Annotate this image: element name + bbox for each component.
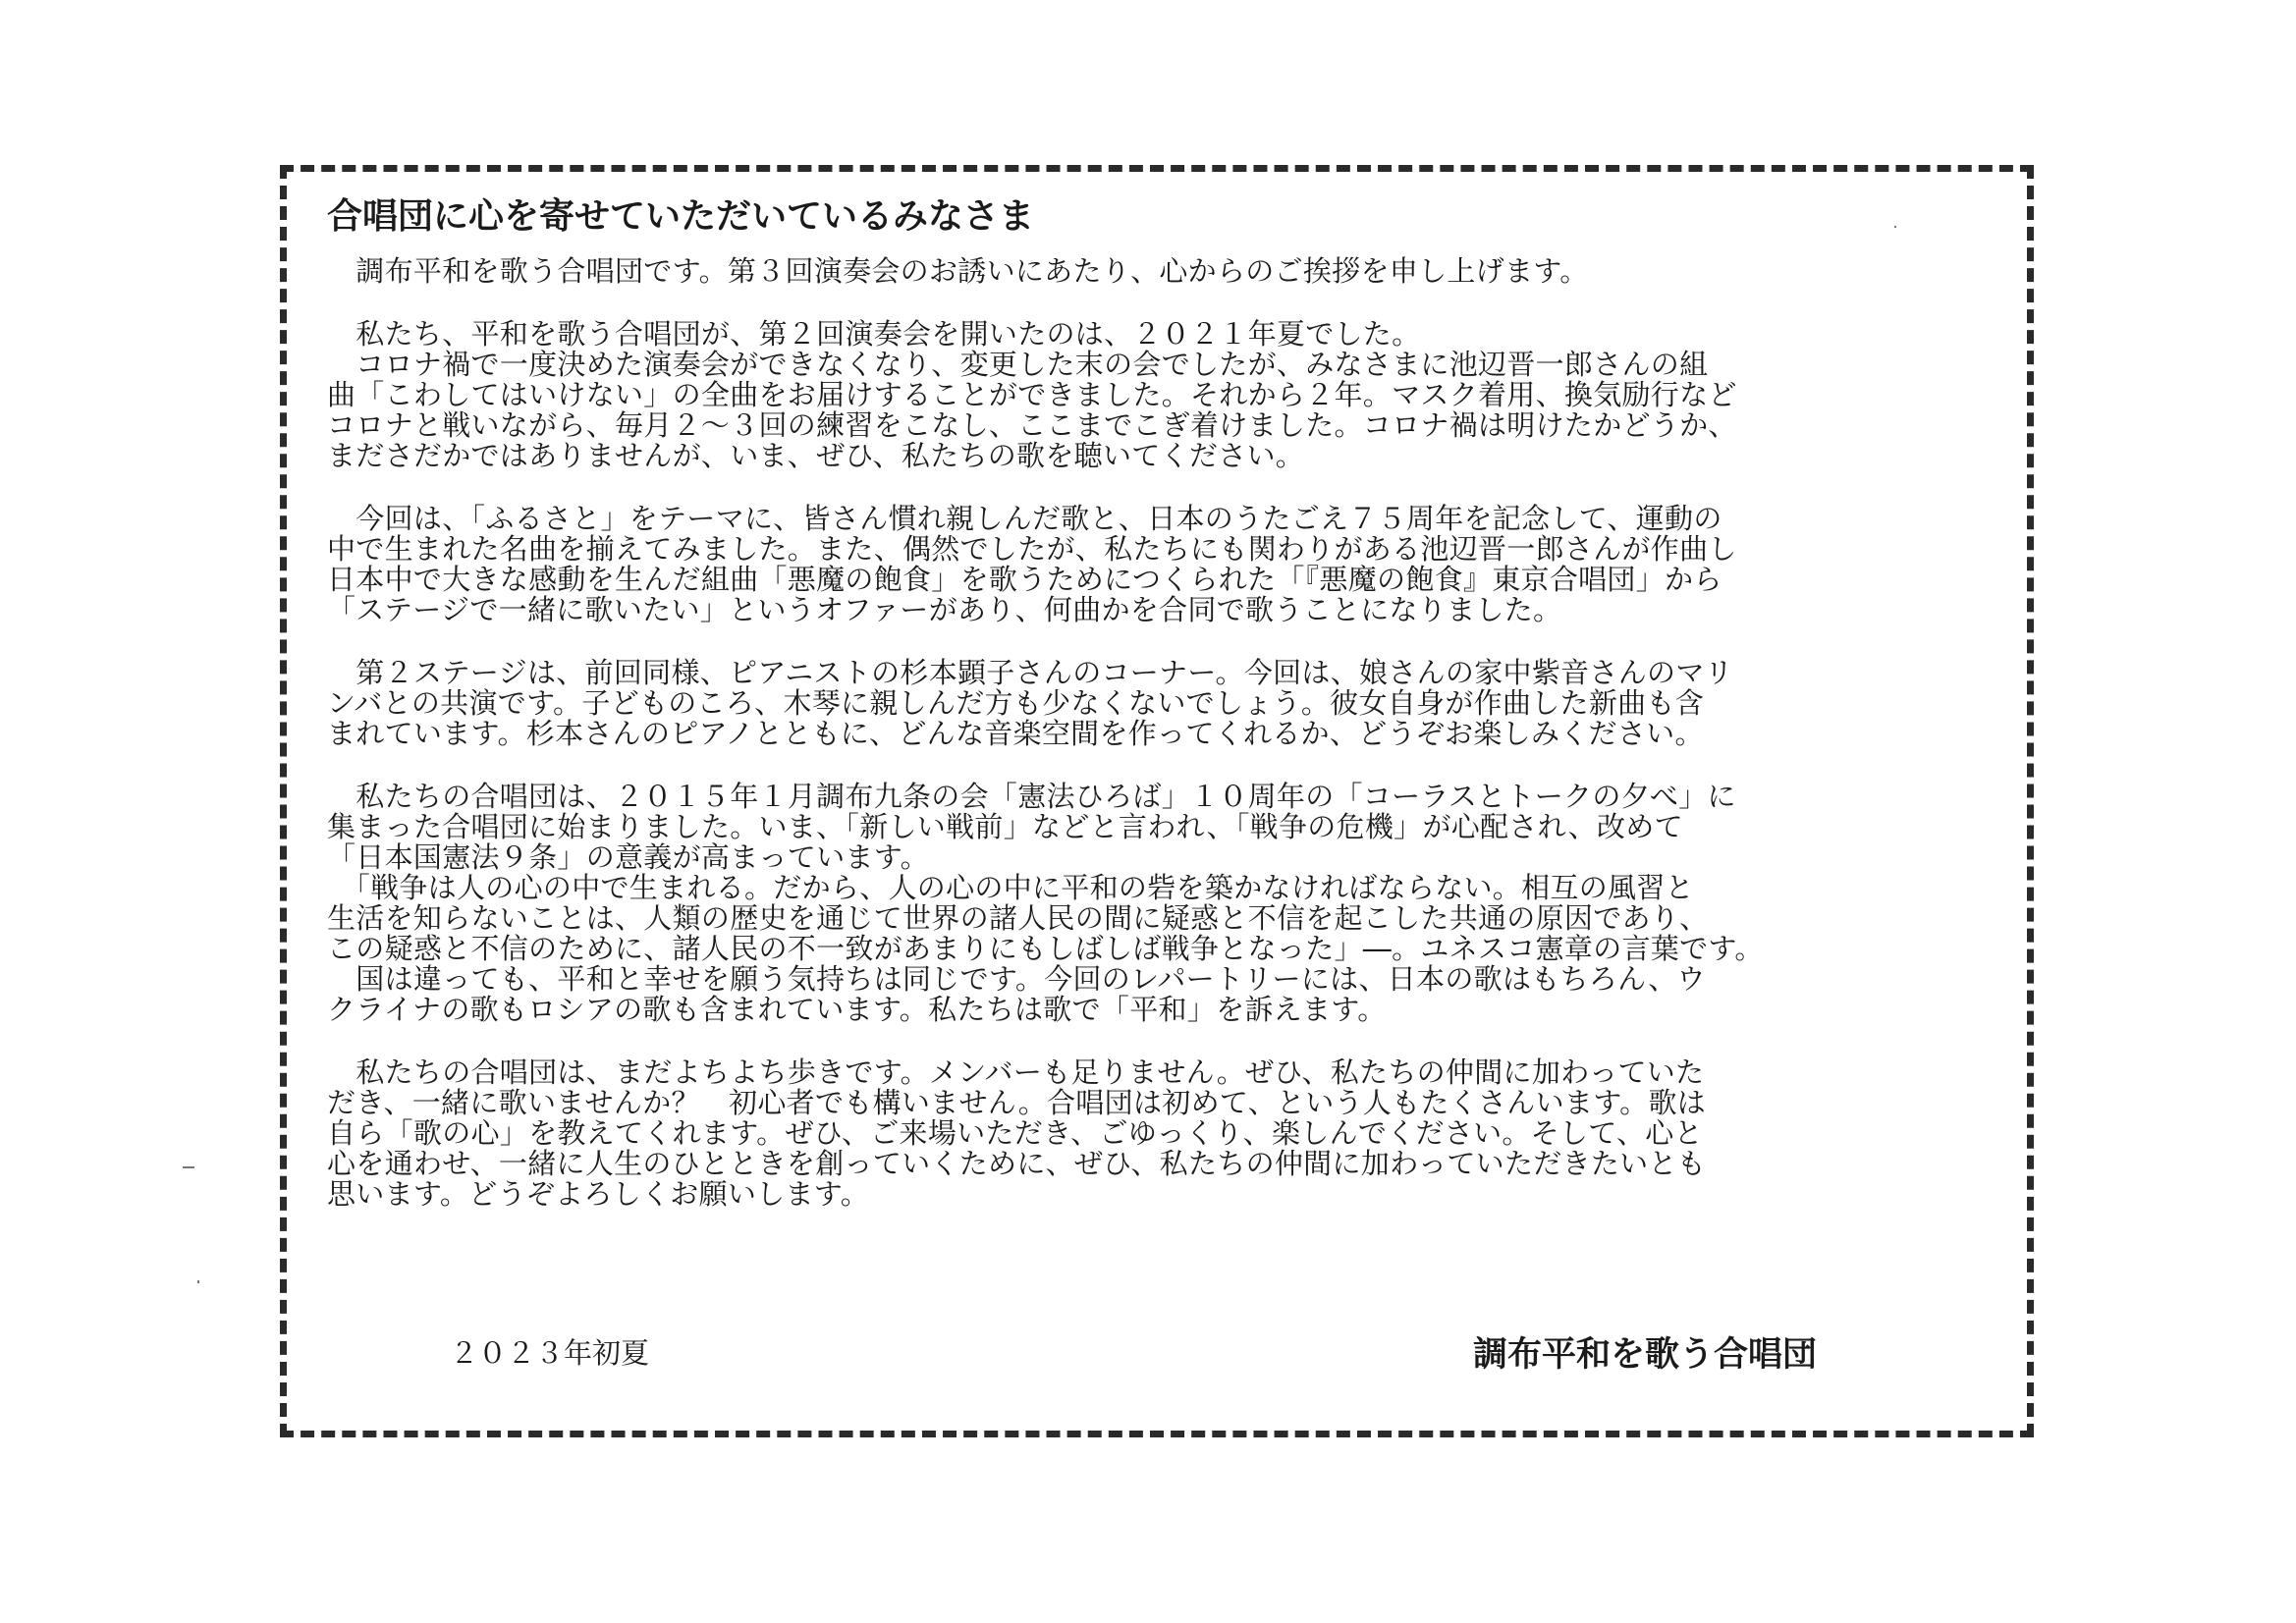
paragraph-line: 第２ステージは、前回同様、ピアニストの杉本顕子さんのコーナー。今回は、娘さんの家中紫音さんのマリ: [327, 656, 1733, 689]
paragraph-line: 「ステージで一緒に歌いたい」というオファーがあり、何曲かを合同で歌うことになりました。: [327, 593, 1562, 626]
paragraph-line: コロナと戦いながら、毎月２～３回の練習をこなし、ここまでこぎ着けました。コロナ禍は明けたかどうか、: [327, 408, 1737, 442]
paragraph-line: 今回は、「ふるさと」をテーマに、皆さん慣れ親しんだ歌と、日本のうたごえ７５周年を記念して、運動の: [327, 502, 1722, 535]
scan-speck: [183, 1166, 194, 1168]
paragraph-line: 私たち、平和を歌う合唱団が、第２回演奏会を開いたのは、２０２１年夏でした。: [327, 317, 1421, 351]
paragraph-line: 自ら「歌の心」を教えてくれます。ぜひ、ご来場いただき、ごゆっくり、楽しんでください。そして、心と: [327, 1116, 1703, 1150]
paragraph-line: この疑惑と不信のために、諸人民の不一致があまりにもしばしば戦争となった」―。ユネスコ憲章の言葉です。: [327, 932, 1764, 965]
paragraph-line: 国は違っても、平和と幸せを願う気持ちは同じです。今回のレパートリーには、日本の歌はもちろん、ウ: [327, 962, 1706, 996]
letter-paragraph: [327, 319, 2006, 471]
paragraph-line: 中で生まれた名曲を揃えてみました。また、偶然でしたが、私たちにも関わりがある池辺晋一郎さんが作曲し: [327, 532, 1737, 566]
paragraph-line: 「日本国憲法９条」の意義が高まっています。: [327, 840, 929, 874]
paragraph-line: まれています。杉本さんのピアノとともに、どんな音楽空間を作ってくれるか、どうぞお楽しみください。: [327, 717, 1704, 750]
paragraph-line: コロナ禍で一度決めた演奏会ができなくなり、変更した末の会でしたが、みなさまに池辺晋一郎さんの組: [327, 348, 1709, 381]
letter-body: [327, 191, 2006, 1242]
letter-paragraph: [327, 782, 2006, 1025]
paragraph-line: 調布平和を歌う合唱団です。第３回演奏会のお誘いにあたり、心からのご挨拶を申し上げます。: [327, 254, 1589, 288]
paragraph-line: だき、一緒に歌いませんか？ 初心者でも構いません。合唱団は初めて、という人もたくさんいます。歌は: [327, 1086, 1707, 1119]
paragraph-line: 思います。どうぞよろしくお願いします。: [327, 1177, 870, 1211]
paragraph-line: 日本中で大きな感動を生んだ組曲「悪魔の飽食」を歌うためにつくられた「『悪魔の飽食』東京合唱団」から: [327, 563, 1722, 596]
paragraph-line: クライナの歌もロシアの歌も含まれています。私たちは歌で「平和」を訴えます。: [327, 993, 1387, 1026]
letter-paragraph: [327, 1057, 2006, 1210]
paragraph-line: 私たちの合唱団は、まだよちよち歩きです。メンバーも足りません。ぜひ、私たちの仲間に加わっていた: [327, 1055, 1705, 1089]
letter-paragraph: [327, 504, 2006, 625]
paragraph-line: 心を通わせ、一緒に人生のひとときを創っていくために、ぜひ、私たちの仲間に加わっていただきたいとも: [327, 1147, 1707, 1180]
scan-speck: [197, 1280, 199, 1283]
paragraph-line: 曲「こわしてはいけない」の全曲をお届けすることができました。それから２年。マスク着用、換気励行など: [327, 378, 1737, 411]
letter-paragraph: [327, 658, 2006, 749]
paragraph-line: 「戦争は人の心の中で生まれる。だから、人の心の中に平和の砦を築かなければならない。相互の風習と: [327, 871, 1694, 904]
letter-footer: [0, 1327, 2296, 1377]
letter-paragraphs: [327, 256, 2006, 1210]
letter-heading: 合唱団に心を寄せていただいているみなさま: [327, 196, 1035, 237]
letter-paragraph: [327, 256, 2006, 287]
scan-speck: [1894, 226, 1896, 228]
paragraph-line: ンバとの共演です。子どものころ、木琴に親しんだ方も少なくないでしょう。彼女自身が作曲した新曲も含: [327, 686, 1705, 720]
paragraph-line: 生活を知らないことは、人類の歴史を通じて世界の諸人民の間に疑惑と不信を起こした共通の原因であり、: [327, 901, 1709, 935]
paragraph-line: 私たちの合唱団は、２０１５年１月調布九条の会「憲法ひろば」１０周年の「コーラスとトークの夕べ」に: [327, 780, 1736, 813]
letter-signature: 調布平和を歌う合唱団: [1473, 1335, 1818, 1375]
paragraph-line: 集まった合唱団に始まりました。いま、「新しい戦前」などと言われ、「戦争の危機」が心配され、改めて: [327, 810, 1683, 843]
paragraph-line: まださだかではありませんが、いま、ぜひ、私たちの歌を聴いてください。: [327, 439, 1305, 472]
letter-date: ２０２３年初夏: [450, 1336, 650, 1370]
